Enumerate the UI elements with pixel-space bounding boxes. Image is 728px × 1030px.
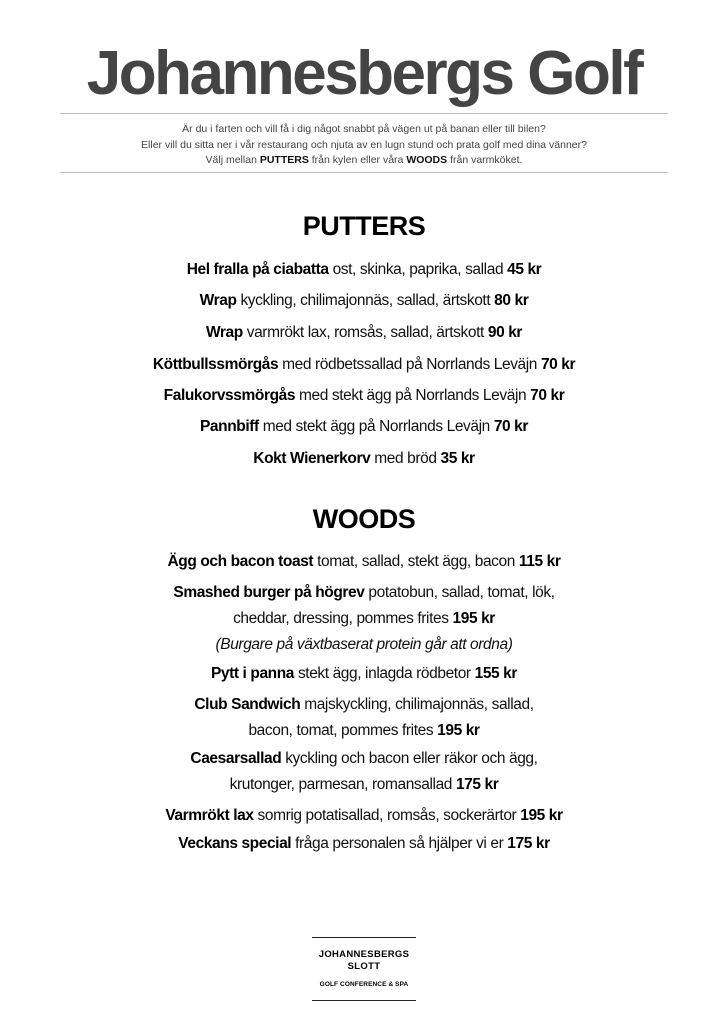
- item-desc: majskyckling, chilimajonnäs, sallad,: [304, 696, 534, 713]
- menu-item: [60, 414, 668, 440]
- item-price: 195 kr: [520, 807, 563, 824]
- menu-item: [60, 580, 668, 658]
- item-price: 90 kr: [487, 324, 523, 341]
- item-name: Varmrökt lax: [165, 807, 254, 824]
- intro-line-1: Är du i farten och vill få i dig något snabbt på vägen ut på banan eller till bilen?: [182, 123, 546, 135]
- item-desc-cont: krutonger, parmesan, romansallad: [229, 776, 453, 793]
- intro-woods-word: WOODS: [406, 154, 448, 166]
- intro-putters-word: PUTTERS: [259, 154, 309, 166]
- item-desc: med bröd: [374, 450, 437, 467]
- item-line-1: [60, 746, 668, 772]
- logo-line-2: SLOTT: [347, 961, 381, 972]
- intro-line-3: [60, 153, 668, 169]
- item-desc: potatobun, sallad, tomat, lök,: [368, 584, 555, 601]
- intro-line-3-post: från varmköket.: [450, 154, 523, 166]
- menu-item: [60, 746, 668, 798]
- menu-item: [60, 320, 668, 346]
- intro-line-2: Eller vill du sitta ner i vår restaurang och njuta av en lugn stund och prata golf med dina vänner?: [141, 138, 587, 151]
- intro-line-3-mid: från kylen eller våra: [311, 154, 404, 166]
- item-name: Smashed burger på högrev: [173, 584, 365, 601]
- item-desc: fråga personalen så hjälper vi er: [295, 835, 504, 852]
- item-desc: ost, skinka, paprika, sallad: [332, 261, 504, 278]
- item-price: 195 kr: [452, 610, 495, 627]
- item-desc: kyckling och bacon eller räkor och ägg,: [285, 750, 538, 767]
- menu-title: Johannesbergs Golf: [86, 39, 642, 108]
- item-line-1: [60, 692, 668, 718]
- menu-item: [60, 831, 668, 857]
- item-price: 115 kr: [518, 553, 561, 570]
- item-name: Caesarsallad: [190, 750, 282, 767]
- item-name: Club Sandwich: [194, 696, 301, 713]
- item-name: Veckans special: [178, 835, 292, 852]
- item-name: Hel fralla på ciabatta: [186, 261, 329, 278]
- item-desc: med stekt ägg på Norrlands Leväjn: [299, 387, 527, 404]
- item-desc-cont: cheddar, dressing, pommes frites: [233, 610, 449, 627]
- item-price: 80 kr: [494, 292, 529, 309]
- item-price: 155 kr: [474, 665, 518, 682]
- section-heading-woods: WOODS: [312, 504, 416, 534]
- item-line-1: [60, 580, 668, 606]
- item-name: Kokt Wienerkorv: [253, 450, 371, 467]
- logo-line-1: JOHANNESBERGS: [318, 949, 410, 960]
- item-line-2: [60, 718, 668, 744]
- item-price: 175 kr: [455, 776, 499, 793]
- item-name: Pytt i panna: [210, 665, 295, 682]
- menu-item: [60, 803, 668, 829]
- item-price: 175 kr: [507, 835, 550, 852]
- item-desc-cont: bacon, tomat, pommes frites: [248, 722, 434, 739]
- item-desc: med stekt ägg på Norrlands Leväjn: [262, 418, 490, 435]
- menu-item: [60, 257, 668, 283]
- logo-line-3: GOLF CONFERENCE & SPA: [319, 981, 409, 988]
- item-line-2: [60, 606, 668, 632]
- menu-item: [60, 383, 668, 409]
- intro-line-3-pre: Välj mellan: [205, 154, 257, 166]
- item-price: 35 kr: [440, 450, 475, 467]
- item-name: Ägg och bacon toast: [167, 553, 314, 570]
- item-desc: varmrökt lax, romsås, sallad, ärtskott: [246, 324, 484, 341]
- item-desc: med rödbetssallad på Norrlands Leväjn: [282, 356, 538, 373]
- item-name: Köttbullssmörgås: [152, 356, 279, 373]
- item-desc: somrig potatisallad, romsås, sockerärtor: [257, 807, 517, 824]
- menu-item: [60, 692, 668, 744]
- menu-item: [60, 661, 668, 687]
- top-divider: [60, 113, 668, 114]
- intro-text: [60, 122, 668, 169]
- bottom-divider: [60, 172, 668, 173]
- item-desc: stekt ägg, inlagda rödbetor: [297, 665, 471, 682]
- item-name: Falukorvssmörgås: [163, 387, 296, 404]
- item-name: Pannbiff: [199, 418, 259, 435]
- menu-item: [60, 446, 668, 472]
- item-name: Wrap: [205, 324, 243, 341]
- item-desc: kyckling, chilimajonnäs, sallad, ärtskott: [240, 292, 491, 309]
- item-price: 195 kr: [437, 722, 480, 739]
- item-price: 45 kr: [507, 261, 542, 278]
- menu-item: [60, 549, 668, 575]
- footer-logo: [312, 937, 416, 1001]
- item-note: (Burgare på växtbaserat protein går att ordna): [215, 636, 513, 653]
- menu-item: [60, 352, 668, 378]
- item-price: 70 kr: [493, 418, 529, 435]
- menu-item: [60, 288, 668, 314]
- item-price: 70 kr: [540, 356, 576, 373]
- item-price: 70 kr: [530, 387, 565, 404]
- item-line-2: [60, 772, 668, 798]
- item-desc: tomat, sallad, stekt ägg, bacon: [317, 553, 515, 570]
- section-heading-putters: PUTTERS: [302, 211, 426, 241]
- item-name: Wrap: [199, 292, 237, 309]
